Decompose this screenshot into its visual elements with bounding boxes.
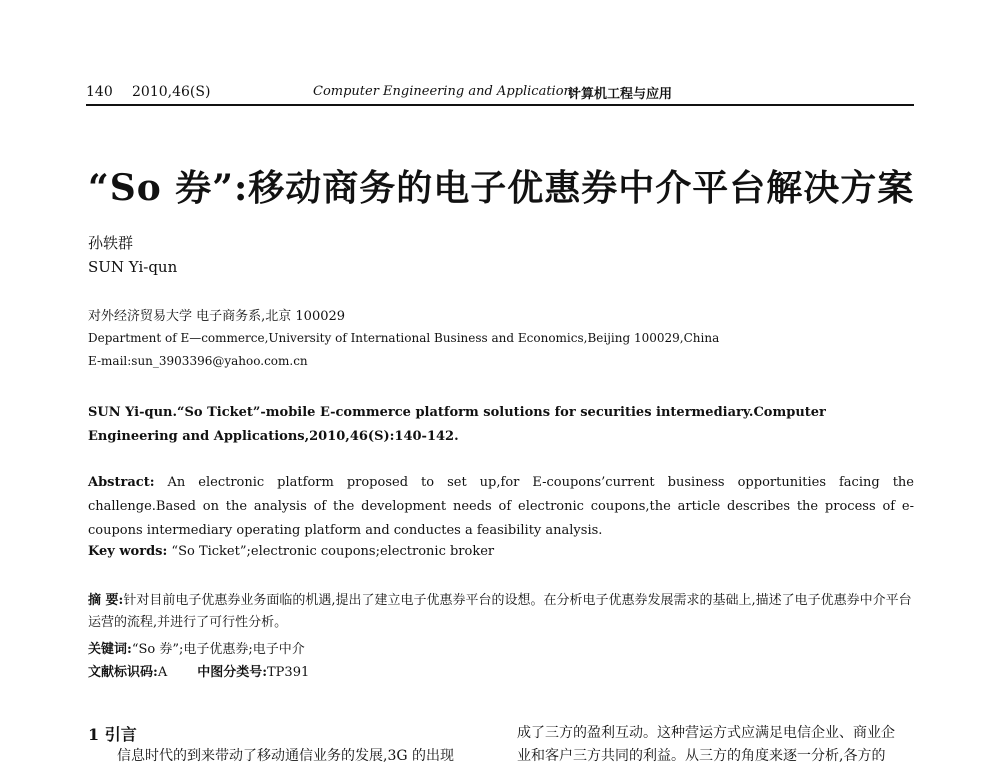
abstract-text: An electronic platform proposed to set up,for E-coupons’current business opportunities facing the challenge.Based on the analysis of the development needs of electronic coupons,the article describes the process of e-coupons intermediary operating platform and conductes a feasibility analysis. <box>88 475 914 538</box>
keywords-cn <box>88 638 305 657</box>
volume-info: 2010,46(S) <box>132 84 211 100</box>
keywords-en <box>88 544 494 559</box>
page-number: 140 <box>86 84 113 100</box>
keywords-cn-label: 关键词: <box>88 642 132 657</box>
doc-code-label: 文献标识码: <box>88 665 158 680</box>
keywords-label: Key words: <box>88 544 168 559</box>
body-text-right-2: 业和客户三方共同的利益。从三方的角度来逐一分析,各方的 <box>517 748 886 764</box>
author-email: E-mail:sun_3903396@yahoo.com.cn <box>88 354 308 368</box>
affiliation-en: Department of E—commerce,University of International Business and Economics,Beijing 100029,China <box>88 331 720 345</box>
author-name-cn: 孙轶群 <box>88 234 134 252</box>
section-heading: 1 引言 <box>88 725 137 744</box>
paper-title: “So 券”:移动商务的电子优惠券中介平台解决方案 <box>88 167 915 209</box>
abstract-en <box>88 471 914 543</box>
journal-name-en: Computer Engineering and Applications <box>313 84 579 99</box>
journal-name-cn: 计算机工程与应用 <box>568 87 673 102</box>
abstract-cn-text: 针对目前电子优惠券业务面临的机遇,提出了建立电子优惠券平台的设想。在分析电子优惠券发展需求的基础上,描述了电子优惠券中介平台运营的流程,并进行了可行性分析。 <box>88 593 912 630</box>
body-text-right-1: 成了三方的盈利互动。这种营运方式应满足电信企业、商业企 <box>517 725 895 741</box>
abstract-cn <box>88 590 914 634</box>
citation: SUN Yi-qun.“So Ticket”-mobile E-commerce platform solutions for securities intermediary.Computer Engineering and Applications,2010,46(S):140-142. <box>88 405 826 444</box>
author-name-en: SUN Yi-qun <box>88 258 178 276</box>
doc-code-value: A <box>157 665 168 680</box>
clc-label: 中图分类号: <box>197 665 268 680</box>
keywords-text: “So Ticket”;electronic coupons;electronic broker <box>167 544 495 559</box>
keywords-cn-text: “So 券”;电子优惠券;电子中介 <box>131 642 305 657</box>
classification <box>88 661 309 680</box>
header-rule <box>86 104 914 106</box>
abstract-cn-label: 摘 要: <box>88 593 124 608</box>
affiliation-cn: 对外经济贸易大学 电子商务系,北京 100029 <box>88 309 346 324</box>
abstract-label: Abstract: <box>88 475 155 490</box>
clc-value: TP391 <box>267 665 310 680</box>
body-text-left: 信息时代的到来带动了移动通信业务的发展,3G 的出现 <box>117 748 454 764</box>
